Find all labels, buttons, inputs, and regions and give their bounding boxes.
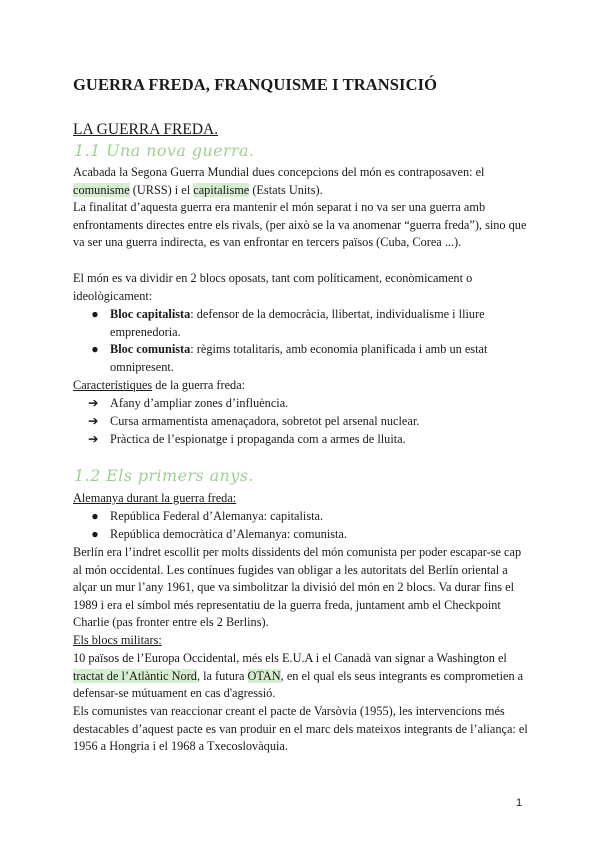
blocs-militars-heading — [73, 632, 528, 650]
arrow-text: Pràctica de l’espionatge i propaganda com a armes de lluita. — [110, 432, 406, 446]
paragraph-finalitat: La finalitat d’aquesta guerra era mantenir el món separat i no va ser una guerra amb enfrontaments directes entre els rivals, (per això se la va anomenar “guerra freda”), sino que va ser una guerra indirecta, es van enfrontar en tercers països (Cuba, Corea ...). — [73, 200, 527, 250]
paragraph-otan — [73, 650, 528, 703]
bullet-comunista — [88, 341, 550, 376]
highlight-capitalisme: capitalisme — [193, 182, 250, 197]
characteristics-heading — [73, 377, 528, 395]
bullet-icon: ● — [91, 509, 99, 523]
alemanya-heading — [73, 490, 528, 508]
page-title: GUERRA FREDA, FRANQUISME I TRANSICIÓ — [73, 75, 438, 94]
arrow-text: Afany d’ampliar zones d’influència. — [110, 396, 289, 410]
page-number: 1 — [516, 797, 523, 809]
bullet-text: República Federal d’Alemanya: capitalista. — [110, 509, 324, 523]
arrow-text: Cursa armamentista amenaçadora, sobretot pel arsenal nuclear. — [110, 414, 420, 428]
text-run: (URSS) i el — [129, 182, 194, 197]
arrow-item-2 — [88, 413, 419, 431]
bullet-text: : règims totalitaris, amb economia planificada i amb un estat omnipresent. — [110, 342, 488, 374]
underlined-term: Característiques — [73, 378, 153, 392]
arrow-right-icon: ➔ — [88, 396, 99, 410]
bullet-rfa — [88, 508, 550, 526]
bullet-rda — [88, 526, 550, 544]
text-run: de la guerra freda: — [152, 378, 246, 392]
text-run: (Estats Units). — [249, 182, 323, 197]
paragraph-intro — [73, 164, 528, 199]
underlined-heading: Els blocs militars: — [73, 633, 162, 647]
highlight-tractat: tractat de l’Atlàntic Nord — [73, 668, 197, 683]
arrow-right-icon: ➔ — [88, 414, 99, 428]
paragraph-berlin: Berlín era l’indret escollit per molts dissidents del món comunista per poder escapar-se cap al món occidental. Les contínues fugides van obligar a les autoritats del Berlín oriental a alçar un mur l’any 1961, que va simbolitzar la divisió del món en 2 blocs. Va durar fins el 1989 i era el símbol més representatiu de la guerra freda, juntament amb el Checkpoint Charlie (pas fronter entre els 2 Berlins). — [73, 545, 522, 630]
bullet-icon: ● — [91, 342, 99, 356]
highlight-otan: OTAN — [247, 668, 281, 683]
paragraph-varsovia: Els comunistes van reaccionar creant el pacte de Varsòvia (1955), les intervencions més destacables d’aquest pacte es van produir en el marc dels mateixos integrants de l’aliança: el 1956 a Hongria i el 1968 a Txecoslovàquia. — [73, 704, 528, 754]
text-run: , la futura — [196, 668, 248, 683]
bullet-text: República democràtica d’Alemanya: comunista. — [110, 527, 347, 541]
bullet-term: Bloc comunista — [110, 342, 191, 356]
bullet-icon: ● — [91, 307, 99, 321]
text-run: , en el qual els seus integrants es comprometien a defensar-se mútuament en cas d'agressió. — [73, 668, 524, 701]
bullet-capitalista — [88, 306, 550, 341]
highlight-comunisme: comunisme — [73, 182, 130, 197]
bullet-text: : defensor de la democràcia, llibertat, individualisme i lliure emprenedoria. — [110, 307, 485, 339]
bullet-icon: ● — [91, 527, 99, 541]
bullet-term: Bloc capitalista — [110, 307, 191, 321]
section-heading: LA GUERRA FREDA. — [73, 121, 219, 138]
subheading-1: 1.1 Una nova guerra. — [74, 141, 255, 160]
arrow-item-3 — [88, 431, 406, 449]
text-run: Acabada la Segona Guerra Mundial dues concepcions del món es contraposaven: el — [73, 165, 485, 179]
text-run: 10 països de l’Europa Occidental, més els E.U.A i el Canadà van signar a Washington el — [73, 651, 507, 665]
arrow-right-icon: ➔ — [88, 432, 99, 446]
arrow-item-1 — [88, 395, 288, 413]
underlined-heading: Alemanya durant la guerra freda: — [73, 491, 237, 505]
paragraph-blocs: El món es va dividir en 2 blocs oposats, tant com políticament, econòmicament o ideològicament: — [73, 271, 473, 303]
subheading-2: 1.2 Els primers anys. — [74, 466, 254, 485]
